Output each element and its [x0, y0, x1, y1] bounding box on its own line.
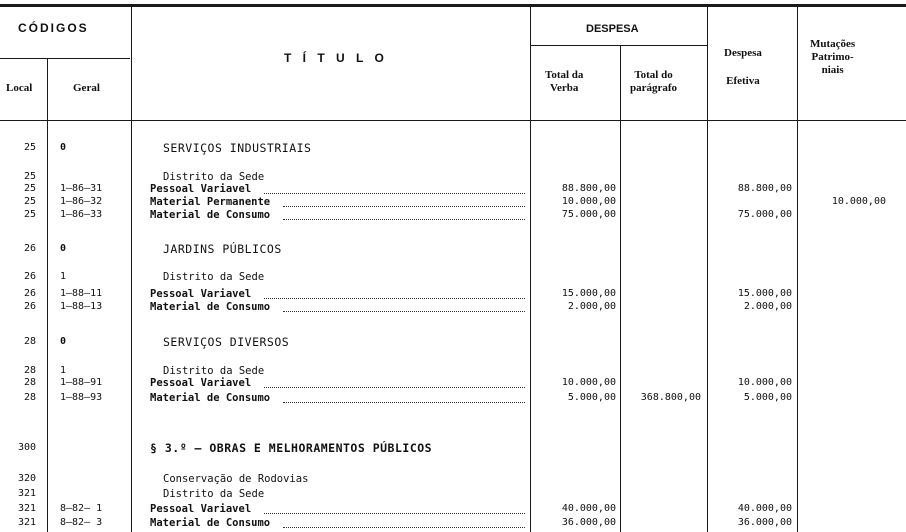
- row-geral-code: 1—88—13: [60, 301, 103, 312]
- row-total-verba: 15.000,00: [561, 288, 616, 299]
- row-despesa-efetiva: 88.800,00: [737, 183, 792, 194]
- row-local-code: 321: [17, 488, 36, 499]
- row-geral-code: 1: [60, 271, 67, 282]
- col-rule-geral: [131, 7, 132, 532]
- row-geral-code: 0: [60, 336, 67, 347]
- row-total-paragrafo: 368.800,00: [640, 392, 701, 403]
- row-local-code: 25: [23, 171, 36, 182]
- row-total-verba: 2.000,00: [567, 301, 616, 312]
- row-local-code: 26: [23, 243, 36, 254]
- leader-dots: [283, 527, 525, 528]
- row-title: Pessoal Variavel: [150, 503, 252, 515]
- leader-dots: [264, 193, 525, 194]
- row-local-code: 26: [23, 288, 36, 299]
- row-total-verba: 75.000,00: [561, 209, 616, 220]
- row-local-code: 300: [17, 442, 36, 453]
- row-local-code: 25: [23, 183, 36, 194]
- row-geral-code: 0: [60, 142, 67, 153]
- row-geral-code: 1: [60, 365, 67, 376]
- col-rule-paragrafo: [707, 7, 708, 532]
- row-title: Pessoal Variavel: [150, 377, 252, 389]
- row-local-code: 26: [23, 271, 36, 282]
- leader-dots: [264, 298, 525, 299]
- despesa-underline: [531, 45, 707, 46]
- col-rule-verba: [620, 45, 621, 532]
- codigos-underline: [0, 58, 130, 59]
- row-title: Pessoal Variavel: [150, 183, 252, 195]
- row-local-code: 28: [23, 392, 36, 403]
- col-rule-titulo: [530, 7, 531, 532]
- col-rule-efetiva: [797, 7, 798, 532]
- header-titulo: T Í T U L O: [284, 51, 388, 65]
- header-geral: Geral: [73, 82, 100, 94]
- row-title: Distrito da Sede: [163, 365, 265, 377]
- row-title: Material Permanente: [150, 196, 271, 208]
- header-bottom-rule: [0, 120, 906, 121]
- row-title: Material de Consumo: [150, 392, 271, 404]
- row-despesa-efetiva: 2.000,00: [743, 301, 792, 312]
- row-geral-code: 1—88—93: [60, 392, 103, 403]
- row-despesa-efetiva: 15.000,00: [737, 288, 792, 299]
- row-title: Distrito da Sede: [163, 271, 265, 283]
- row-geral-code: 8—82— 3: [60, 517, 103, 528]
- leader-dots: [283, 402, 525, 403]
- row-geral-code: 8—82— 1: [60, 503, 103, 514]
- row-geral-code: 0: [60, 243, 67, 254]
- row-total-verba: 40.000,00: [561, 503, 616, 514]
- row-geral-code: 1—88—91: [60, 377, 103, 388]
- row-title: Material de Consumo: [150, 517, 271, 529]
- row-despesa-efetiva: 75.000,00: [737, 209, 792, 220]
- row-title: SERVIÇOS INDUSTRIAIS: [163, 141, 312, 155]
- leader-dots: [264, 387, 525, 388]
- leader-dots: [264, 513, 525, 514]
- row-title: Distrito da Sede: [163, 488, 265, 500]
- row-local-code: 26: [23, 301, 36, 312]
- row-local-code: 321: [17, 517, 36, 528]
- leader-dots: [283, 311, 525, 312]
- row-local-code: 321: [17, 503, 36, 514]
- row-local-code: 28: [23, 336, 36, 347]
- row-local-code: 25: [23, 142, 36, 153]
- row-geral-code: 1—86—32: [60, 196, 103, 207]
- row-geral-code: 1—86—31: [60, 183, 103, 194]
- header-despesa: DESPESA: [586, 23, 639, 35]
- row-title: Pessoal Variavel: [150, 288, 252, 300]
- row-mutacoes: 10.000,00: [831, 196, 886, 207]
- row-title: SERVIÇOS DIVERSOS: [163, 335, 290, 349]
- header-total-paragrafo: Total do parágrafo: [630, 69, 678, 94]
- row-despesa-efetiva: 36.000,00: [737, 517, 792, 528]
- row-despesa-efetiva: 5.000,00: [743, 392, 792, 403]
- row-title: Material de Consumo: [150, 209, 271, 221]
- header-despesa-efetiva: Despesa Efetiva: [724, 47, 762, 87]
- row-despesa-efetiva: 10.000,00: [737, 377, 792, 388]
- row-total-verba: 88.800,00: [561, 183, 616, 194]
- row-local-code: 320: [17, 473, 36, 484]
- header-local: Local: [6, 82, 33, 94]
- row-local-code: 25: [23, 196, 36, 207]
- row-local-code: 25: [23, 209, 36, 220]
- header-mutacoes: Mutações Patrimo- niais: [810, 38, 856, 76]
- row-local-code: 28: [23, 377, 36, 388]
- row-title: § 3.º — OBRAS E MELHORAMENTOS PÚBLICOS: [150, 441, 433, 455]
- row-title: Material de Consumo: [150, 301, 271, 313]
- leader-dots: [283, 219, 525, 220]
- row-title: JARDINS PÚBLICOS: [163, 242, 282, 256]
- header-total-verba: Total da Verba: [545, 69, 584, 94]
- row-despesa-efetiva: 40.000,00: [737, 503, 792, 514]
- col-rule-local: [47, 58, 48, 532]
- row-title: Conservação de Rodovias: [163, 473, 309, 485]
- row-total-verba: 5.000,00: [567, 392, 616, 403]
- row-geral-code: 1—88—11: [60, 288, 103, 299]
- row-total-verba: 10.000,00: [561, 196, 616, 207]
- header-codigos: CÓDIGOS: [18, 21, 89, 35]
- row-total-verba: 36.000,00: [561, 517, 616, 528]
- row-geral-code: 1—86—33: [60, 209, 103, 220]
- row-total-verba: 10.000,00: [561, 377, 616, 388]
- leader-dots: [283, 206, 525, 207]
- top-rule: [0, 4, 906, 7]
- row-local-code: 28: [23, 365, 36, 376]
- row-title: Distrito da Sede: [163, 171, 265, 183]
